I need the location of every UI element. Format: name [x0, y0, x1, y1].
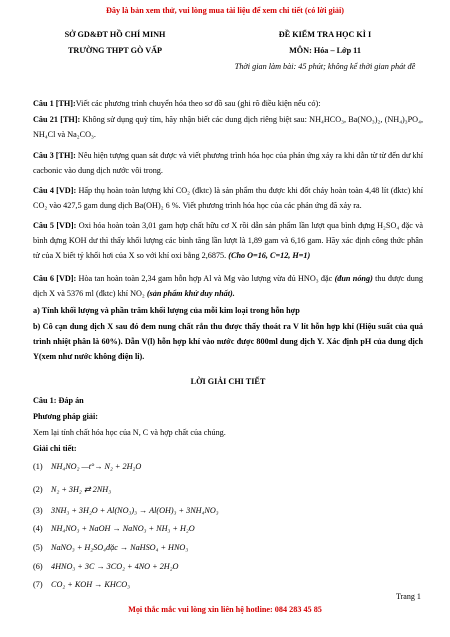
q1-text: Viết các phương trình chuyển hóa theo sơ đồ sau (ghi rõ điều kiện nếu có):	[75, 99, 321, 108]
eq4-text: NH₄NO₃ + NaOH → NaNO₃ + NH₃ + H₂O	[51, 524, 195, 533]
eq2-text: N₂ + 3H₂ ⇄ 2NH₃	[51, 485, 112, 494]
equation-5	[33, 543, 188, 552]
exam-duration: Thời gian làm bài: 45 phút; không kể thời gian phát đề	[234, 62, 416, 71]
equation-2	[33, 484, 111, 494]
q3-text: Nêu hiện tượng quan sát được và viết phương trình hóa học của phản ứng xảy ra khi dẫn từ từ đến dư khí cacbonic vào dung dịch nước vôi trong.	[33, 151, 423, 175]
q5-label: Câu 5 [VD]:	[33, 221, 77, 230]
question-6b	[33, 319, 423, 364]
q5-text: Oxi hóa hoàn toàn 3,01 gam hợp chất hữu cơ X rồi dẫn sản phẩm lần lượt qua bình đựng H₂SO₄ đặc và bình đựng KOH dư thì thấy khối lượng các bình tăng lần lượt là 1,89 gam và 6,16 gam. Hãy xác định công thức phân tử của X biết tỷ khối hơi của X so với khí oxi bằng 2,6875.	[33, 221, 423, 260]
method-text: Xem lại tính chất hóa học của N, C và hợp chất của chúng.	[33, 428, 226, 437]
question-3	[33, 148, 423, 178]
page-number: Trang 1	[396, 592, 421, 601]
q6-text-b: thu được dung dịch X và 5376 ml (đktc) khí NO₂	[33, 274, 424, 298]
eq6-num: (6)	[33, 562, 43, 571]
eq1-num: (1)	[33, 462, 43, 471]
equation-7	[33, 580, 130, 589]
method-heading: Phương pháp giải:	[33, 412, 98, 421]
eq4-num: (4)	[33, 524, 43, 533]
department-name: SỞ GD&ĐT HỒ CHÍ MINH	[64, 30, 166, 39]
eq3-text: 3NH₃ + 3H₂O + Al(NO₃)₃ → Al(OH)₃ + 3NH₄NO₃	[51, 506, 219, 515]
eq1-text: NH₄NO₂ —t°→ N₂ + 2H₂O	[51, 462, 142, 471]
school-name: TRƯỜNG THPT GÒ VẤP	[67, 46, 163, 55]
q6-text-a: Hòa tan hoàn toàn 2,34 gam hỗn hợp Al và Mg vào lượng vừa đủ HNO₃ đặc	[78, 274, 333, 283]
q5-note: (Cho O=16, C=12, H=1)	[228, 251, 311, 260]
hotline-banner: Mọi thắc mắc vui lòng xin liên hệ hotline: 084 283 45 85	[128, 605, 322, 614]
q4-label: Câu 4 [VD]:	[33, 186, 77, 195]
exam-title: ĐỀ KIỂM TRA HỌC KÌ I	[278, 30, 372, 39]
q6b-text: b) Cô cạn dung dịch X sau đó đem nung chất rắn thu được thấy thoát ra V lít hỗn hợp khí (Hiệu suất của quá trình nhiệt phân là 60%). Dẫn V(l) hỗn hợp khí vào nước được 800ml dung dịch Y. Xác định pH của dung dịch Y(xem như nước không điện li).	[33, 322, 423, 361]
eq3-num: (3)	[33, 506, 43, 515]
eq2-num: (2)	[33, 485, 43, 494]
q2-label: Câu 21 [TH]:	[33, 115, 81, 124]
equation-1	[33, 462, 141, 471]
eq7-num: (7)	[33, 580, 43, 589]
equation-3	[33, 506, 219, 515]
eq5-text: NaNO₃ + H₂SO₄đặc → NaHSO₄ + HNO₃	[51, 543, 189, 552]
equation-6	[33, 562, 178, 571]
question-1	[33, 96, 423, 111]
q6-italic-2: (sản phẩm khử duy nhất).	[146, 289, 235, 298]
eq5-num: (5)	[33, 543, 43, 552]
solution-title: LỜI GIẢI CHI TIẾT	[190, 377, 266, 386]
q3-label: Câu 3 [TH]:	[33, 151, 76, 160]
q6-italic-1: (đun nóng)	[334, 274, 373, 283]
q1-label: Câu 1 [TH]:	[33, 99, 76, 108]
question-4	[33, 183, 423, 213]
q6a-text: a) Tính khối lượng và phần trăm khối lượng của mỗi kim loại trong hỗn hợp	[33, 306, 300, 315]
detail-heading: Giải chi tiết:	[33, 444, 77, 453]
question-6a	[33, 303, 423, 318]
eq7-text: CO₂ + KOH → KHCO₃	[51, 580, 131, 589]
preview-banner: Đây là bản xem thử, vui lòng mua tài liệu để xem chi tiết (có lời giải)	[105, 6, 344, 15]
exam-subject: MÔN: Hóa – Lớp 11	[289, 46, 361, 55]
q6-label: Câu 6 [VD]:	[33, 274, 77, 283]
q4-text: Hấp thụ hoàn toàn lượng khí CO₂ (đktc) là sản phẩm thu được khi đốt cháy hoàn toàn 4,48 lít (đktc) khí CO₂ vào 427,5 gam dung dịch Ba(OH)₂ 6 %. Viết phương trình hóa học của các phản ứng đã xảy ra.	[33, 186, 424, 210]
question-6	[33, 271, 423, 301]
q2-text: Không sử dụng quỳ tím, hãy nhận biết các dung dịch riêng biệt sau: NH₄HCO₃, Ba(NO₃)₂, (NH₄)₃PO₄, NH₄Cl và Na₂CO₃.	[33, 115, 423, 139]
question-2	[33, 112, 423, 142]
question-5	[33, 218, 423, 263]
eq6-text: 4HNO₃ + 3C → 3CO₂ + 4NO + 2H₂O	[51, 562, 179, 571]
answer-1-heading: Câu 1: Đáp án	[33, 396, 84, 405]
equation-4	[33, 524, 195, 533]
